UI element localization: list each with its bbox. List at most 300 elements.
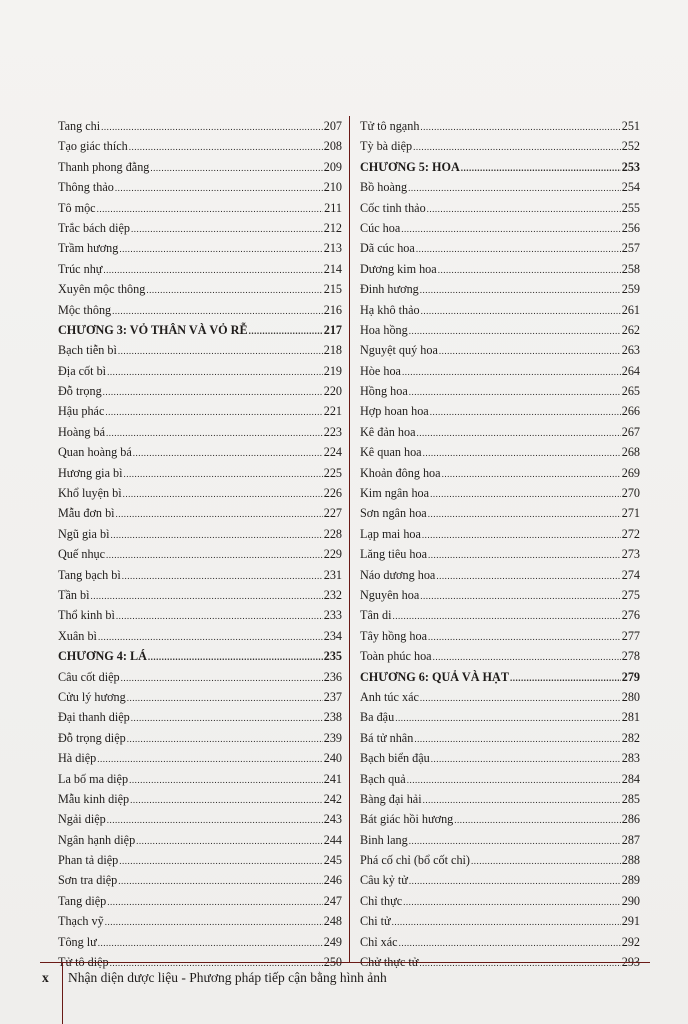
toc-entry-title: Anh túc xác bbox=[360, 689, 419, 704]
toc-entry bbox=[58, 422, 342, 442]
toc-entry-page: 220 bbox=[323, 384, 342, 399]
toc-dot-leader bbox=[407, 769, 621, 790]
toc-entry-page: 252 bbox=[621, 139, 640, 154]
toc-entry-title: Tang bạch bì bbox=[58, 567, 121, 582]
toc-dot-leader bbox=[97, 198, 324, 219]
toc-entry-page: 263 bbox=[621, 343, 640, 358]
toc-entry-page: 221 bbox=[323, 404, 342, 419]
toc-entry-page: 212 bbox=[323, 220, 342, 235]
toc-entry bbox=[360, 218, 640, 238]
toc-entry-page: 279 bbox=[621, 669, 640, 684]
toc-entry-title: Kê quan hoa bbox=[360, 445, 422, 460]
toc-entry-title: Nguyên hoa bbox=[360, 587, 420, 602]
toc-entry-title: Ngũ gia bì bbox=[58, 526, 110, 541]
toc-dot-leader bbox=[401, 218, 620, 239]
toc-entry-title: Xuyên mộc thông bbox=[58, 282, 146, 297]
toc-dot-leader bbox=[428, 544, 621, 565]
toc-entry-page: 261 bbox=[621, 302, 640, 317]
toc-entry-title: Đỗ trọng bbox=[58, 384, 102, 399]
toc-dot-leader bbox=[97, 748, 322, 769]
toc-dot-leader bbox=[136, 830, 323, 851]
toc-entry-page: 229 bbox=[323, 547, 342, 562]
toc-entry bbox=[58, 585, 342, 605]
toc-entry-page: 211 bbox=[324, 200, 342, 215]
toc-entry-page: 292 bbox=[621, 934, 640, 949]
toc-entry-page: 224 bbox=[323, 445, 342, 460]
toc-dot-leader bbox=[105, 911, 323, 932]
toc-dot-leader bbox=[402, 361, 621, 382]
toc-entry-page: 284 bbox=[621, 771, 640, 786]
toc-entry-title: Thông thảo bbox=[58, 180, 114, 195]
toc-entry-title: Câu cốt diệp bbox=[58, 669, 120, 684]
toc-dot-leader bbox=[106, 544, 323, 565]
toc-entry-page: 264 bbox=[621, 363, 640, 378]
toc-dot-leader bbox=[408, 177, 621, 198]
toc-dot-leader bbox=[409, 870, 621, 891]
toc-entry bbox=[360, 361, 640, 381]
toc-entry-title: Khổ luyện bì bbox=[58, 486, 122, 501]
toc-dot-leader bbox=[131, 218, 323, 239]
toc-entry bbox=[58, 157, 342, 177]
toc-entry-page: 275 bbox=[621, 587, 640, 602]
toc-entry-title: Thanh phong đằng bbox=[58, 159, 150, 174]
toc-dot-leader bbox=[130, 789, 323, 810]
toc-entry-title: Tân di bbox=[360, 608, 392, 623]
toc-entry bbox=[58, 401, 342, 421]
toc-entry bbox=[58, 198, 342, 218]
toc-entry-title: Dương kim hoa bbox=[360, 261, 437, 276]
toc-dot-leader bbox=[438, 259, 621, 280]
toc-entry bbox=[58, 279, 342, 299]
toc-dot-leader bbox=[409, 381, 621, 402]
toc-entry-title: Tô mộc bbox=[58, 200, 96, 215]
toc-chapter-heading bbox=[360, 667, 640, 687]
toc-entry bbox=[58, 687, 342, 707]
toc-entry-page: 216 bbox=[323, 302, 342, 317]
toc-entry-page: 209 bbox=[323, 159, 342, 174]
toc-entry-page: 241 bbox=[323, 771, 342, 786]
toc-entry-title: Thổ kinh bì bbox=[58, 608, 115, 623]
toc-dot-leader bbox=[427, 198, 621, 219]
toc-entry bbox=[58, 667, 342, 687]
toc-dot-leader bbox=[428, 503, 621, 524]
toc-entry bbox=[360, 198, 640, 218]
toc-entry bbox=[360, 300, 640, 320]
toc-entry-page: 273 bbox=[621, 547, 640, 562]
toc-entry-title: Cúc hoa bbox=[360, 220, 401, 235]
toc-dot-leader bbox=[428, 626, 621, 647]
toc-entry-title: Bạch biển đậu bbox=[360, 751, 430, 766]
toc-entry-page: 233 bbox=[323, 608, 342, 623]
toc-entry-page: 218 bbox=[323, 343, 342, 358]
toc-entry-title: Tang chi bbox=[58, 119, 101, 133]
toc-entry-page: 259 bbox=[621, 282, 640, 297]
toc-dot-leader bbox=[403, 891, 621, 912]
toc-entry bbox=[360, 442, 640, 462]
toc-entry-page: 238 bbox=[323, 710, 342, 725]
toc-entry-page: 251 bbox=[621, 119, 640, 133]
toc-entry-page: 269 bbox=[621, 465, 640, 480]
toc-entry-page: 255 bbox=[621, 200, 640, 215]
toc-entry-title: Bá tử nhân bbox=[360, 730, 414, 745]
toc-dot-leader bbox=[392, 911, 621, 932]
toc-entry bbox=[58, 626, 342, 646]
toc-entry bbox=[58, 340, 342, 360]
toc-entry-page: 271 bbox=[621, 506, 640, 521]
toc-entry bbox=[360, 830, 640, 850]
toc-entry-title: Mẫu kinh diệp bbox=[58, 791, 130, 806]
toc-entry bbox=[58, 463, 342, 483]
toc-entry-page: 219 bbox=[323, 363, 342, 378]
toc-dot-leader bbox=[116, 605, 323, 626]
toc-dot-leader bbox=[420, 279, 621, 300]
toc-entry bbox=[360, 116, 640, 136]
toc-dot-leader bbox=[123, 483, 323, 504]
toc-dot-leader bbox=[249, 320, 323, 341]
toc-entry-title: Mộc thông bbox=[58, 302, 112, 317]
toc-entry-title: Trúc nhự bbox=[58, 261, 103, 276]
toc-entry bbox=[360, 279, 640, 299]
toc-dot-leader bbox=[107, 891, 322, 912]
toc-entry-title: Bàng đại hải bbox=[360, 791, 422, 806]
toc-entry-title: Bát giác hồi hương bbox=[360, 812, 454, 827]
toc-entry bbox=[360, 932, 640, 952]
toc-entry-title: Thạch vỹ bbox=[58, 914, 104, 929]
toc-entry-page: 208 bbox=[323, 139, 342, 154]
toc-entry-page: 236 bbox=[323, 669, 342, 684]
toc-entry-page: 250 bbox=[323, 955, 342, 970]
toc-dot-leader bbox=[414, 728, 620, 749]
toc-dot-leader bbox=[129, 136, 323, 157]
toc-dot-leader bbox=[127, 728, 323, 749]
toc-entry-page: 231 bbox=[323, 567, 342, 582]
toc-entry bbox=[360, 626, 640, 646]
toc-entry bbox=[360, 320, 640, 340]
toc-chapter-heading bbox=[58, 320, 342, 340]
toc-entry-title: Tần bì bbox=[58, 587, 90, 602]
footer-page-number: x bbox=[42, 970, 49, 985]
toc-entry-title: Hoa hồng bbox=[360, 322, 408, 337]
toc-entry bbox=[360, 381, 640, 401]
toc-entry-page: 285 bbox=[621, 791, 640, 806]
toc-entry bbox=[58, 605, 342, 625]
toc-entry-title: Hà diệp bbox=[58, 751, 97, 766]
toc-entry-title: Binh lang bbox=[360, 832, 408, 847]
toc-dot-leader bbox=[433, 646, 621, 667]
toc-dot-leader bbox=[417, 422, 621, 443]
toc-entry-title: Lạp mai hoa bbox=[360, 526, 421, 541]
toc-entry-title: Ngải diệp bbox=[58, 812, 106, 827]
toc-entry-title: Trắc bách diệp bbox=[58, 220, 130, 235]
toc-entry-title: CHƯƠNG 5: HOA bbox=[360, 159, 460, 174]
toc-dot-leader bbox=[395, 707, 621, 728]
toc-entry-page: 283 bbox=[621, 751, 640, 766]
toc-entry bbox=[58, 177, 342, 197]
toc-entry bbox=[58, 707, 342, 727]
footer-rule bbox=[40, 962, 650, 963]
toc-dot-leader bbox=[430, 483, 621, 504]
toc-dot-leader bbox=[413, 136, 621, 157]
toc-dot-leader bbox=[90, 585, 322, 606]
toc-entry-title: CHƯƠNG 4: LÁ bbox=[58, 649, 147, 664]
toc-entry-page: 290 bbox=[621, 893, 640, 908]
toc-entry-page: 289 bbox=[621, 873, 640, 888]
toc-entry-page: 291 bbox=[621, 914, 640, 929]
toc-entry bbox=[360, 503, 640, 523]
toc-dot-leader bbox=[122, 565, 323, 586]
toc-entry bbox=[58, 789, 342, 809]
toc-entry-title: Hòe hoa bbox=[360, 363, 401, 378]
toc-dot-leader bbox=[131, 707, 323, 728]
toc-left-column bbox=[58, 116, 342, 972]
toc-entry-title: Chi tử bbox=[360, 914, 391, 929]
toc-dot-leader bbox=[119, 238, 322, 259]
toc-entry-page: 281 bbox=[621, 710, 640, 725]
toc-dot-leader bbox=[461, 157, 621, 178]
toc-entry bbox=[360, 748, 640, 768]
toc-entry bbox=[360, 585, 640, 605]
toc-entry-title: Quan hoàng bá bbox=[58, 445, 132, 460]
toc-dot-leader bbox=[510, 667, 621, 688]
toc-entry-page: 249 bbox=[323, 934, 342, 949]
toc-dot-leader bbox=[98, 932, 323, 953]
toc-dot-leader bbox=[421, 300, 621, 321]
toc-entry-page: 217 bbox=[323, 322, 342, 337]
toc-entry bbox=[58, 524, 342, 544]
toc-entry-title: Hậu phác bbox=[58, 404, 105, 419]
toc-dot-leader bbox=[118, 870, 322, 891]
toc-entry bbox=[360, 728, 640, 748]
toc-entry bbox=[58, 769, 342, 789]
toc-entry-title: Tạo giác thích bbox=[58, 139, 128, 154]
toc-dot-leader bbox=[420, 585, 620, 606]
toc-dot-leader bbox=[115, 177, 323, 198]
toc-entry-page: 268 bbox=[621, 445, 640, 460]
toc-entry-page: 272 bbox=[621, 526, 640, 541]
toc-entry-page: 276 bbox=[621, 608, 640, 623]
toc-entry-title: Phá cố chỉ (bổ cốt chỉ) bbox=[360, 853, 470, 868]
toc-entry-title: CHƯƠNG 6: QUẢ VÀ HẠT bbox=[360, 669, 509, 684]
toc-entry bbox=[58, 361, 342, 381]
toc-entry bbox=[58, 116, 342, 136]
toc-entry bbox=[58, 809, 342, 829]
toc-entry-page: 267 bbox=[621, 424, 640, 439]
toc-dot-leader bbox=[103, 381, 323, 402]
toc-dot-leader bbox=[103, 259, 322, 280]
toc-entry-page: 243 bbox=[323, 812, 342, 827]
toc-entry-title: CHƯƠNG 3: VỎ THÂN VÀ VỎ RỄ bbox=[58, 322, 248, 337]
toc-dot-leader bbox=[439, 340, 621, 361]
toc-entry bbox=[58, 565, 342, 585]
toc-entry-title: Đại thanh diệp bbox=[58, 710, 130, 725]
toc-entry bbox=[58, 259, 342, 279]
toc-entry-page: 293 bbox=[621, 955, 640, 970]
toc-entry-page: 286 bbox=[621, 812, 640, 827]
toc-dot-leader bbox=[420, 116, 620, 137]
toc-dot-leader bbox=[420, 687, 621, 708]
toc-entry-title: Kim ngân hoa bbox=[360, 486, 430, 501]
toc-dot-leader bbox=[392, 605, 620, 626]
toc-entry bbox=[58, 891, 342, 911]
toc-entry bbox=[58, 748, 342, 768]
toc-entry bbox=[58, 442, 342, 462]
toc-entry-page: 265 bbox=[621, 384, 640, 399]
toc-dot-leader bbox=[118, 340, 323, 361]
toc-entry bbox=[58, 932, 342, 952]
toc-entry-title: Đỗ trọng diệp bbox=[58, 730, 126, 745]
toc-entry-title: Bạch tiễn bì bbox=[58, 343, 117, 358]
toc-entry bbox=[360, 136, 640, 156]
toc-entry bbox=[360, 789, 640, 809]
toc-entry-page: 237 bbox=[323, 689, 342, 704]
toc-entry-page: 274 bbox=[621, 567, 640, 582]
toc-entry bbox=[58, 850, 342, 870]
toc-dot-leader bbox=[431, 748, 621, 769]
toc-entry-page: 253 bbox=[621, 159, 640, 174]
toc-entry bbox=[360, 891, 640, 911]
toc-entry-title: Tông lư bbox=[58, 934, 97, 949]
toc-dot-leader bbox=[454, 809, 620, 830]
toc-entry-page: 210 bbox=[323, 180, 342, 195]
toc-entry-title: Tang diệp bbox=[58, 893, 107, 908]
toc-entry-page: 232 bbox=[323, 587, 342, 602]
toc-entry-page: 258 bbox=[621, 261, 640, 276]
toc-entry-page: 254 bbox=[621, 180, 640, 195]
toc-dot-leader bbox=[422, 524, 621, 545]
toc-dot-leader bbox=[107, 361, 323, 382]
toc-entry-title: Câu kỷ tử bbox=[360, 873, 408, 888]
toc-entry-title: Quế nhục bbox=[58, 547, 106, 562]
toc-entry-page: 234 bbox=[323, 628, 342, 643]
toc-entry-title: Náo dương hoa bbox=[360, 567, 436, 582]
toc-entry-title: Kê đản hoa bbox=[360, 424, 416, 439]
toc-dot-leader bbox=[146, 279, 322, 300]
toc-entry-title: Sơn tra diệp bbox=[58, 873, 118, 888]
toc-dot-leader bbox=[148, 646, 323, 667]
toc-entry bbox=[360, 401, 640, 421]
toc-entry bbox=[58, 218, 342, 238]
toc-entry-title: Hoàng bá bbox=[58, 424, 106, 439]
toc-entry bbox=[58, 870, 342, 890]
toc-entry bbox=[360, 177, 640, 197]
toc-dot-leader bbox=[124, 463, 323, 484]
toc-entry bbox=[360, 483, 640, 503]
toc-entry-title: Khoản đông hoa bbox=[360, 465, 441, 480]
toc-entry bbox=[360, 463, 640, 483]
column-divider bbox=[349, 116, 350, 962]
toc-entry-page: 228 bbox=[323, 526, 342, 541]
toc-entry-page: 214 bbox=[323, 261, 342, 276]
toc-entry-title: Chỉ xác bbox=[360, 934, 398, 949]
toc-dot-leader bbox=[116, 503, 323, 524]
toc-entry-page: 226 bbox=[323, 486, 342, 501]
toc-entry bbox=[58, 136, 342, 156]
toc-dot-leader bbox=[110, 524, 322, 545]
toc-dot-leader bbox=[409, 320, 621, 341]
toc-entry-page: 240 bbox=[323, 751, 342, 766]
toc-chapter-heading bbox=[360, 157, 640, 177]
toc-entry-page: 215 bbox=[323, 282, 342, 297]
toc-entry-title: Lăng tiêu hoa bbox=[360, 547, 428, 562]
toc-entry-title: Tử tô ngạnh bbox=[360, 119, 420, 133]
toc-entry-title: Trầm hương bbox=[58, 241, 119, 256]
toc-entry bbox=[360, 544, 640, 564]
toc-dot-leader bbox=[423, 789, 621, 810]
toc-entry bbox=[360, 259, 640, 279]
toc-entry-title: Mẫu đơn bì bbox=[58, 506, 115, 521]
toc-entry-title: Tỳ bà diệp bbox=[360, 139, 413, 154]
toc-entry-page: 246 bbox=[323, 873, 342, 888]
toc-dot-leader bbox=[127, 687, 323, 708]
toc-entry bbox=[58, 238, 342, 258]
toc-entry bbox=[58, 381, 342, 401]
toc-entry bbox=[360, 769, 640, 789]
toc-entry-title: Ba đậu bbox=[360, 710, 395, 725]
toc-entry-title: Đinh hương bbox=[360, 282, 419, 297]
toc-entry-page: 270 bbox=[621, 486, 640, 501]
toc-entry bbox=[58, 544, 342, 564]
toc-dot-leader bbox=[133, 442, 323, 463]
toc-entry-title: Bạch quả bbox=[360, 771, 406, 786]
toc-entry-page: 278 bbox=[621, 649, 640, 664]
toc-dot-leader bbox=[150, 157, 322, 178]
toc-entry-page: 280 bbox=[621, 689, 640, 704]
page-footer bbox=[42, 970, 387, 986]
toc-entry-title: Tây hồng hoa bbox=[360, 628, 428, 643]
toc-entry-title: Ngân hạnh diệp bbox=[58, 832, 136, 847]
toc-dot-leader bbox=[98, 626, 323, 647]
toc-entry-title: Địa cốt bì bbox=[58, 363, 107, 378]
toc-entry-page: 266 bbox=[621, 404, 640, 419]
toc-entry-title: Cửu lý hương bbox=[58, 689, 126, 704]
toc-dot-leader bbox=[112, 300, 323, 321]
toc-entry-page: 245 bbox=[323, 853, 342, 868]
toc-entry-page: 223 bbox=[323, 424, 342, 439]
toc-dot-leader bbox=[471, 850, 621, 871]
toc-entry-title: Nguyệt quý hoa bbox=[360, 343, 438, 358]
toc-entry-title: Dã cúc hoa bbox=[360, 241, 415, 256]
toc-entry-title: Sơn ngân hoa bbox=[360, 506, 427, 521]
toc-entry-page: 242 bbox=[323, 791, 342, 806]
toc-entry-title: La bố ma diệp bbox=[58, 771, 129, 786]
toc-entry bbox=[360, 809, 640, 829]
toc-chapter-heading bbox=[58, 646, 342, 666]
toc-entry-page: 262 bbox=[621, 322, 640, 337]
toc-entry-page: 227 bbox=[323, 506, 342, 521]
toc-entry bbox=[58, 483, 342, 503]
toc-entry bbox=[58, 728, 342, 748]
toc-entry bbox=[360, 870, 640, 890]
toc-right-column bbox=[360, 116, 640, 972]
toc-entry-title: Hồng hoa bbox=[360, 384, 408, 399]
toc-entry-page: 288 bbox=[621, 853, 640, 868]
toc-dot-leader bbox=[430, 401, 621, 422]
toc-entry-page: 239 bbox=[323, 730, 342, 745]
toc-entry-page: 257 bbox=[621, 241, 640, 256]
toc-entry bbox=[58, 503, 342, 523]
toc-dot-leader bbox=[436, 565, 620, 586]
toc-entry bbox=[360, 850, 640, 870]
toc-entry-title: Chử thực tử bbox=[360, 955, 419, 970]
toc-entry bbox=[360, 422, 640, 442]
toc-entry-title: Tử tô diệp bbox=[58, 955, 109, 970]
toc-entry-page: 248 bbox=[323, 914, 342, 929]
toc-dot-leader bbox=[399, 932, 621, 953]
toc-entry-title: Bồ hoàng bbox=[360, 180, 408, 195]
toc-entry bbox=[360, 565, 640, 585]
toc-entry bbox=[360, 646, 640, 666]
toc-entry-title: Phan tả diệp bbox=[58, 853, 119, 868]
